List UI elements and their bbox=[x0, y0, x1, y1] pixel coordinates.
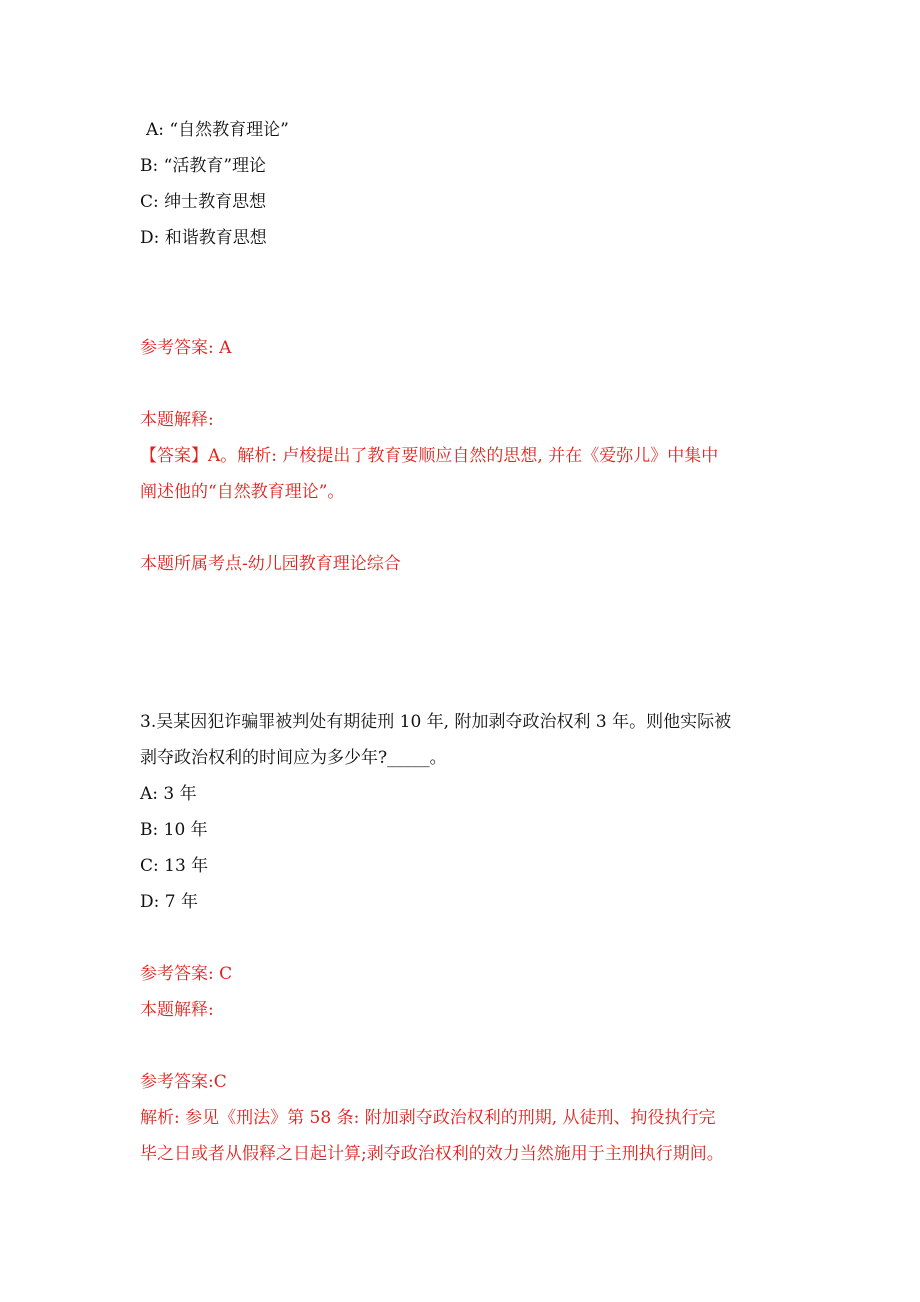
q3-analysis-line-2: 毕之日或者从假释之日起计算;剥夺政治权利的效力当然施用于主刑执行期间。 bbox=[140, 1144, 724, 1164]
q3-answer-repeat: 参考答案:C bbox=[140, 1072, 227, 1092]
q3-stem-line-1: 3.吴某因犯诈骗罪被判处有期徒刑 10 年, 附加剥夺政治权利 3 年。则他实际被 bbox=[140, 712, 732, 732]
q2-option-b: B: “活教育”理论 bbox=[140, 156, 267, 176]
q2-option-d: D: 和谐教育思想 bbox=[140, 228, 267, 248]
q3-option-b: B: 10 年 bbox=[140, 820, 208, 840]
q2-explanation-line-2: 阐述他的“自然教育理论”。 bbox=[140, 482, 345, 502]
q2-option-c: C: 绅士教育思想 bbox=[140, 192, 267, 212]
q2-explanation-label: 本题解释: bbox=[140, 410, 214, 430]
q3-stem-line-2: 剥夺政治权利的时间应为多少年?_____。 bbox=[140, 748, 447, 768]
q3-answer: 参考答案: C bbox=[140, 964, 233, 984]
q3-option-c: C: 13 年 bbox=[140, 856, 209, 876]
q3-option-d: D: 7 年 bbox=[140, 892, 198, 912]
q2-option-a: A: “自然教育理论” bbox=[146, 120, 289, 140]
q3-explanation-label: 本题解释: bbox=[140, 1000, 214, 1020]
q3-analysis-line-1: 解析: 参见《刑法》第 58 条: 附加剥夺政治权利的刑期, 从徒刑、拘役执行完 bbox=[140, 1108, 716, 1128]
q2-explanation-line-1: 【答案】A。解析: 卢梭提出了教育要顺应自然的思想, 并在《爱弥儿》中集中 bbox=[140, 446, 719, 466]
q3-option-a: A: 3 年 bbox=[140, 784, 197, 804]
q2-answer: 参考答案: A bbox=[140, 338, 232, 358]
q2-topic: 本题所属考点-幼儿园教育理论综合 bbox=[140, 554, 401, 574]
